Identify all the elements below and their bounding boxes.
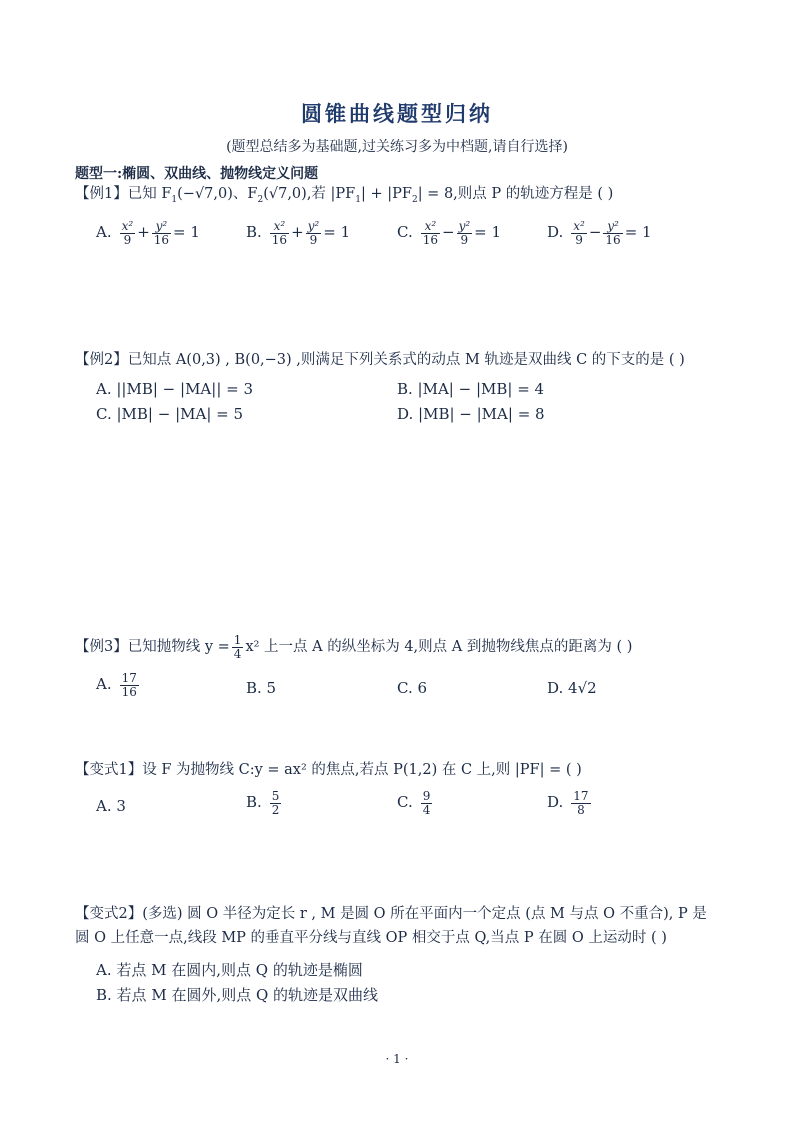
q1-option-a[interactable] — [96, 220, 200, 246]
q2-option-b[interactable]: B. |MA| − |MB| = 4 — [397, 380, 545, 398]
denominator: 16 — [422, 232, 438, 247]
v2-option-a[interactable]: A. 若点 M 在圆内,则点 Q 的轨迹是椭圆 — [96, 961, 363, 979]
q1-subscript: 1 — [171, 194, 178, 205]
numerator: x² — [421, 220, 440, 234]
fraction — [232, 634, 244, 660]
operator: + — [291, 223, 304, 242]
option-letter: A. — [96, 223, 112, 242]
fraction — [152, 220, 171, 246]
numerator: 1 — [233, 633, 242, 647]
fraction — [421, 220, 440, 246]
v1-option-c[interactable] — [397, 790, 434, 816]
variant-2-stem-line-2: 圆 O 上任意一点,线段 MP 的垂直平分线与直线 OP 相交于点 Q,当点 P 在圆 O 上运动时 ( ) — [75, 930, 667, 946]
q3-stem-text: 【例3】已知抛物线 y = — [75, 639, 230, 656]
denominator: 16 — [605, 232, 621, 247]
q1-stem-text: (−√7,0)、F — [177, 186, 258, 202]
equation-rhs: = 1 — [173, 223, 200, 242]
numerator: y² — [307, 219, 320, 233]
numerator: 5 — [271, 789, 280, 803]
denominator: 2 — [271, 802, 280, 817]
denominator: 4 — [233, 646, 242, 661]
page-number: · 1 · — [385, 1052, 409, 1066]
equation-rhs: = 1 — [323, 223, 351, 242]
q1-subscript: 2 — [411, 194, 418, 205]
denominator: 9 — [575, 232, 583, 247]
fraction — [603, 220, 622, 246]
q1-stem-text: (√7,0),若 |PF — [263, 186, 356, 202]
denominator: 16 — [121, 684, 137, 699]
option-letter: D. — [547, 793, 564, 812]
option-letter: C. — [397, 223, 413, 242]
q1-option-d[interactable] — [547, 220, 652, 246]
fraction — [306, 220, 322, 246]
operator: − — [588, 223, 602, 242]
q1-option-b[interactable] — [246, 220, 350, 246]
option-letter: B. — [246, 223, 262, 242]
v1-option-d[interactable] — [547, 790, 593, 816]
numerator: y² — [458, 219, 471, 233]
v1-option-b[interactable] — [246, 790, 283, 816]
fraction — [120, 220, 136, 246]
fraction — [270, 220, 289, 246]
option-letter: A. — [96, 675, 112, 694]
numerator: y² — [152, 220, 171, 234]
q3-option-a[interactable] — [96, 672, 141, 698]
numerator: 9 — [422, 789, 431, 803]
page-title: 圆锥曲线题型归纳 — [301, 101, 493, 126]
q1-option-c[interactable] — [397, 220, 501, 246]
numerator: y² — [603, 220, 622, 234]
denominator: 8 — [577, 802, 585, 817]
fraction — [120, 672, 139, 698]
equation-rhs: = 1 — [624, 223, 652, 242]
q1-stem-text: | = 8,则点 P 的轨迹方程是 ( ) — [417, 186, 614, 202]
denominator: 16 — [271, 232, 288, 247]
numerator: 17 — [573, 789, 589, 803]
q2-option-d[interactable]: D. |MB| − |MA| = 8 — [397, 405, 545, 423]
denominator: 4 — [422, 802, 431, 817]
fraction — [571, 790, 590, 816]
option-letter: D. — [547, 223, 564, 242]
numerator: x² — [270, 220, 289, 234]
q3-option-d[interactable]: D. 4√2 — [547, 679, 597, 697]
q1-subscript: 2 — [257, 194, 264, 205]
section-heading: 题型一:椭圆、双曲线、抛物线定义问题 — [75, 166, 319, 182]
operator: − — [442, 223, 455, 242]
q2-option-a[interactable]: A. ||MB| − |MA|| = 3 — [96, 380, 254, 398]
question-1-stem — [75, 186, 613, 206]
option-letter: B. — [246, 793, 262, 812]
fraction — [270, 790, 282, 816]
fraction — [457, 220, 473, 246]
denominator: 9 — [309, 232, 318, 247]
variant-1-stem: 【变式1】设 F 为抛物线 C:y = ax² 的焦点,若点 P(1,2) 在 C 上,则 |PF| = ( ) — [75, 762, 582, 778]
q3-option-c[interactable]: C. 6 — [397, 679, 428, 697]
fraction — [571, 220, 587, 246]
page-subtitle: (题型总结多为基础题,过关练习多为中档题,请自行选择) — [226, 139, 568, 155]
q2-option-c[interactable]: C. |MB| − |MA| = 5 — [96, 405, 244, 423]
denominator: 9 — [123, 232, 132, 247]
option-letter: C. — [397, 793, 413, 812]
q1-stem-text: 【例1】已知 F — [75, 186, 172, 202]
q3-stem-text: x² 上一点 A 的纵坐标为 4,则点 A 到抛物线焦点的距离为 ( ) — [245, 639, 633, 656]
v1-option-a[interactable]: A. 3 — [96, 797, 126, 815]
numerator: x² — [573, 219, 585, 233]
numerator: x² — [121, 219, 134, 233]
q3-option-b[interactable]: B. 5 — [246, 679, 277, 697]
v2-option-b[interactable]: B. 若点 M 在圆外,则点 Q 的轨迹是双曲线 — [96, 986, 379, 1004]
q1-stem-text: | + |PF — [360, 186, 412, 202]
denominator: 9 — [460, 232, 469, 247]
numerator: 17 — [121, 671, 137, 685]
question-3-stem — [75, 634, 632, 660]
denominator: 16 — [153, 232, 170, 247]
operator: + — [137, 223, 150, 242]
equation-rhs: = 1 — [474, 223, 502, 242]
q1-subscript: 1 — [355, 194, 361, 205]
fraction — [421, 790, 433, 816]
variant-2-stem-line-1: 【变式2】(多选) 圆 O 半径为定长 r , M 是圆 O 所在平面内一个定点 (点 M 与点 O 不重合), P 是 — [75, 906, 707, 922]
question-2-stem: 【例2】已知点 A(0,3) , B(0,−3) ,则满足下列关系式的动点 M 轨迹是双曲线 C 的下支的是 ( ) — [75, 352, 685, 368]
